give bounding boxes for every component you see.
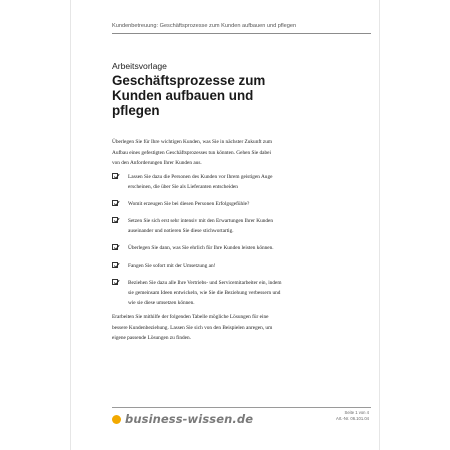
intro-line: von den Anforderungen Ihrer Kunden aus. [112, 160, 202, 166]
intro-line: Überlegen Sie für Ihre wichtigen Kunden, was Sie in nächster Zukunft zum [112, 139, 273, 145]
outro-line: bessere Kundenbeziehung. Lassen Sie sich von den Beispielen anregen, um [112, 324, 273, 331]
title-line: Kunden aufbauen und [112, 88, 254, 104]
title-line: Geschäftsprozesse zum [112, 73, 266, 88]
checked-box-icon [112, 217, 118, 223]
outro-line: eigene passende Lösungen zu finden. [112, 335, 191, 341]
checked-box-icon [112, 200, 118, 206]
running-header: Kundenbetreuung: Geschäftsprozesse zum Kunden aufbauen und pflegen [112, 23, 297, 29]
document-kicker: Arbeitsvorlage [112, 61, 167, 71]
checklist-item-line: wie sie diese umsetzen können. [128, 300, 195, 306]
document-page [70, 0, 380, 450]
title-line: pflegen [112, 103, 160, 119]
footer-meta [336, 410, 369, 423]
checklist-item-line: sie gemeinsam Ideen entwickeln, wie Sie die Beziehung verbessern und [128, 290, 281, 296]
checklist-item-line: Beziehen Sie dazu alle Ihre Vertriebs- und Servicemitarbeiter ein, indem [128, 280, 282, 286]
intro-line: Aufbau eines gefestigten Geschäftsprozesses tun könnten. Gehen Sie dabei [112, 149, 272, 156]
article-number: Art.-Nr. 06.101.04 [335, 416, 369, 422]
orange-dot-icon [112, 415, 121, 424]
document-title [112, 73, 292, 119]
intro-paragraph [112, 137, 322, 169]
logo-wordmark: business-wissen.de [125, 412, 254, 426]
checked-box-icon [112, 173, 118, 179]
checklist-item-line: Setzen Sie sich erst sehr intensiv mit den Erwartungen Ihrer Kunden [128, 218, 274, 224]
outro-line: Erarbeiten Sie mithilfe der folgenden Tabelle mögliche Lösungen für eine [112, 314, 269, 320]
checklist-item-line: auseinander und notieren Sie diese stichwortartig. [128, 228, 234, 234]
checklist-item-line: Womit erzeugen Sie bei diesen Personen Erfolgsgefühle? [128, 201, 250, 207]
page-number: Seite 1 von 4 [344, 410, 369, 415]
header-divider [112, 33, 371, 34]
checklist-item-line: erscheinen, die über Sie als Lieferanten entscheiden [128, 184, 238, 190]
footer-divider [112, 407, 371, 408]
checklist-item-line: Überlegen Sie dann, was Sie ehrlich für Ihre Kunden leisten können. [128, 245, 274, 251]
checklist-item-line: Fangen Sie sofort mit der Umsetzung an! [128, 263, 216, 269]
checked-box-icon [112, 262, 118, 268]
checked-box-icon [112, 244, 118, 250]
checked-box-icon [112, 279, 118, 285]
checklist-item-line: Lassen Sie dazu die Personen des Kunden vor Ihrem geistigen Auge [128, 174, 273, 180]
outro-paragraph [112, 312, 322, 344]
